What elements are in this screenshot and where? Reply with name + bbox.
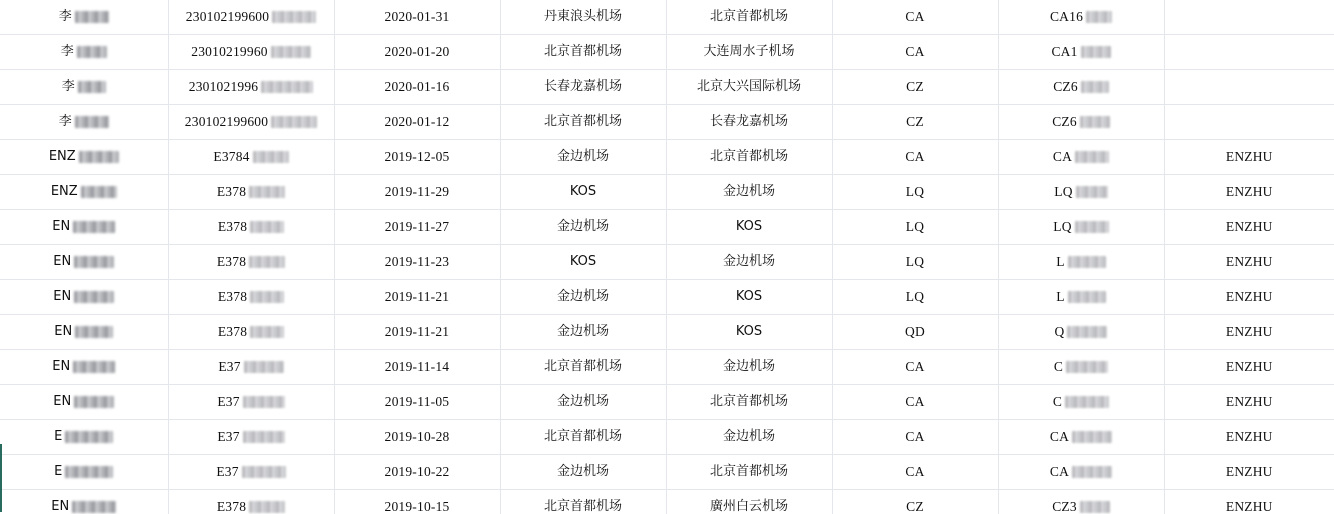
redacted-block <box>261 81 313 93</box>
destination-airport-text: KOS <box>735 289 763 304</box>
flight-date <box>334 0 500 35</box>
flight-number <box>998 175 1164 210</box>
destination-airport-text: 金边机场 <box>722 359 775 374</box>
table-row[interactable] <box>0 0 1334 35</box>
origin-airport-text: 金边机场 <box>556 394 609 409</box>
id-number <box>168 245 334 280</box>
destination-airport <box>666 420 832 455</box>
airline-code <box>832 245 998 280</box>
airline-code <box>832 140 998 175</box>
flight-number-text: CA <box>1049 429 1070 444</box>
agent-code <box>1164 420 1334 455</box>
redacted-block <box>73 221 115 233</box>
passenger-name-text: EN <box>52 359 71 374</box>
flight-number <box>998 315 1164 350</box>
origin-airport-text: KOS <box>569 254 597 269</box>
agent-code <box>1164 70 1334 105</box>
airline-code <box>832 105 998 140</box>
origin-airport <box>500 420 666 455</box>
origin-airport <box>500 70 666 105</box>
origin-airport <box>500 455 666 490</box>
airline-code <box>832 315 998 350</box>
origin-airport-text: 北京首都机场 <box>543 44 622 59</box>
destination-airport-text: 大连周水子机场 <box>703 44 795 59</box>
id-number-text: E37 <box>216 464 239 479</box>
destination-airport <box>666 455 832 490</box>
passenger-name-text: 李 <box>58 114 72 129</box>
flight-number-text: CA <box>1052 149 1073 164</box>
flight-date-text: 2019-11-14 <box>384 359 450 374</box>
origin-airport <box>500 385 666 420</box>
agent-code <box>1164 0 1334 35</box>
flight-number-text: L <box>1056 254 1065 269</box>
flight-date-text: 2019-11-05 <box>384 394 450 409</box>
flight-number <box>998 105 1164 140</box>
flight-date-text: 2019-11-21 <box>384 289 450 304</box>
redacted-block <box>271 46 311 58</box>
flight-date-text: 2020-01-31 <box>384 9 450 24</box>
agent-code <box>1164 350 1334 385</box>
redacted-block <box>249 501 285 513</box>
flight-date-text: 2020-01-12 <box>384 114 450 129</box>
flight-number-text: CA <box>1049 464 1070 479</box>
destination-airport-text: 北京首都机场 <box>709 394 788 409</box>
airline-code-text: CZ <box>906 79 924 94</box>
origin-airport-text: 北京首都机场 <box>543 499 622 514</box>
table-row[interactable] <box>0 280 1334 315</box>
agent-code-text: ENZHU <box>1225 324 1273 339</box>
flight-date-text: 2020-01-20 <box>384 44 450 59</box>
destination-airport <box>666 140 832 175</box>
flight-date <box>334 350 500 385</box>
origin-airport-text: KOS <box>569 184 597 199</box>
origin-airport <box>500 280 666 315</box>
destination-airport <box>666 105 832 140</box>
passenger-name <box>0 315 168 350</box>
airline-code-text: LQ <box>905 184 925 199</box>
origin-airport-text: 丹東浪头机场 <box>543 9 622 24</box>
agent-code <box>1164 455 1334 490</box>
flight-number-text: Q <box>1054 324 1065 339</box>
flight-date <box>334 35 500 70</box>
passenger-name <box>0 210 168 245</box>
table-row[interactable] <box>0 70 1334 105</box>
redacted-block <box>1081 81 1109 93</box>
flight-date <box>334 490 500 514</box>
destination-airport-text: KOS <box>735 324 763 339</box>
flight-number <box>998 245 1164 280</box>
agent-code-text: ENZHU <box>1225 499 1273 514</box>
airline-code-text: CZ <box>906 499 924 514</box>
flight-date <box>334 210 500 245</box>
flight-date <box>334 105 500 140</box>
destination-airport <box>666 70 832 105</box>
redacted-block <box>74 396 114 408</box>
airline-code-text: CA <box>905 44 925 59</box>
id-number-text: E378 <box>216 254 247 269</box>
origin-airport <box>500 350 666 385</box>
flight-number <box>998 455 1164 490</box>
passenger-name-text: 李 <box>61 79 75 94</box>
flight-number-text: L <box>1056 289 1065 304</box>
passenger-name-text: E <box>54 464 63 479</box>
agent-code-text: ENZHU <box>1225 359 1273 374</box>
table-row[interactable] <box>0 350 1334 385</box>
agent-code-text: ENZHU <box>1225 429 1273 444</box>
airline-code-text: CA <box>905 359 925 374</box>
flight-date-text: 2019-10-15 <box>384 499 450 514</box>
agent-code <box>1164 385 1334 420</box>
flight-number-text: LQ <box>1054 184 1073 199</box>
origin-airport <box>500 490 666 514</box>
id-number <box>168 0 334 35</box>
destination-airport-text: 北京首都机场 <box>709 149 788 164</box>
id-number-text: 2301021996 <box>188 79 259 94</box>
airline-code <box>832 490 998 514</box>
agent-code-text: ENZHU <box>1225 219 1273 234</box>
id-number <box>168 455 334 490</box>
redacted-block <box>75 11 109 23</box>
airline-code-text: CA <box>905 394 925 409</box>
id-number <box>168 35 334 70</box>
table-row[interactable] <box>0 315 1334 350</box>
flight-number <box>998 70 1164 105</box>
flight-date-text: 2019-10-28 <box>384 429 450 444</box>
redacted-block <box>1080 116 1110 128</box>
origin-airport <box>500 315 666 350</box>
flight-number <box>998 350 1164 385</box>
origin-airport-text: 金边机场 <box>556 324 609 339</box>
origin-airport <box>500 175 666 210</box>
redacted-block <box>73 361 115 373</box>
airline-code <box>832 175 998 210</box>
passenger-name <box>0 175 168 210</box>
passenger-name-text: EN <box>52 219 71 234</box>
destination-airport-text: 廣州白云机场 <box>709 499 788 514</box>
row-selection-marker <box>0 444 2 512</box>
redacted-block <box>249 256 285 268</box>
flight-date <box>334 420 500 455</box>
agent-code-text: ENZHU <box>1225 254 1273 269</box>
id-number <box>168 70 334 105</box>
id-number-text: 230102199600 <box>184 114 269 129</box>
agent-code <box>1164 280 1334 315</box>
redacted-block <box>81 186 117 198</box>
agent-code <box>1164 35 1334 70</box>
passenger-name <box>0 245 168 280</box>
agent-code <box>1164 315 1334 350</box>
redacted-block <box>243 431 285 443</box>
redacted-block <box>1072 431 1112 443</box>
passenger-name-text: EN <box>53 289 72 304</box>
agent-code <box>1164 210 1334 245</box>
id-number-text: E378 <box>217 289 248 304</box>
destination-airport <box>666 245 832 280</box>
id-number <box>168 350 334 385</box>
passenger-name <box>0 420 168 455</box>
redacted-block <box>65 431 113 443</box>
passenger-name-text: ENZ <box>50 184 78 199</box>
redacted-block <box>272 11 316 23</box>
passenger-name-text: EN <box>51 499 70 514</box>
passenger-name-text: EN <box>53 254 72 269</box>
redacted-block <box>1066 361 1108 373</box>
passenger-name <box>0 490 168 514</box>
airline-code-text: LQ <box>905 254 925 269</box>
redacted-block <box>1081 46 1111 58</box>
flight-number <box>998 420 1164 455</box>
redacted-block <box>1068 256 1106 268</box>
table-row[interactable] <box>0 105 1334 140</box>
id-number <box>168 175 334 210</box>
redacted-block <box>72 501 116 513</box>
airline-code <box>832 350 998 385</box>
table-row[interactable] <box>0 455 1334 490</box>
redacted-block <box>250 221 284 233</box>
id-number-text: E378 <box>216 499 247 514</box>
airline-code <box>832 210 998 245</box>
redacted-block <box>1067 326 1107 338</box>
destination-airport-text: 金边机场 <box>722 254 775 269</box>
agent-code <box>1164 105 1334 140</box>
redacted-block <box>242 466 286 478</box>
flight-date <box>334 455 500 490</box>
passenger-name-text: E <box>54 429 63 444</box>
table-row[interactable] <box>0 420 1334 455</box>
destination-airport <box>666 280 832 315</box>
agent-code-text: ENZHU <box>1225 464 1273 479</box>
destination-airport-text: 北京大兴国际机场 <box>696 79 801 94</box>
id-number <box>168 210 334 245</box>
origin-airport-text: 金边机场 <box>556 289 609 304</box>
flight-date-text: 2019-11-29 <box>384 184 450 199</box>
airline-code-text: LQ <box>905 289 925 304</box>
destination-airport-text: 金边机场 <box>722 184 775 199</box>
passenger-name <box>0 0 168 35</box>
id-number-text: E378 <box>216 184 247 199</box>
id-number <box>168 420 334 455</box>
flight-number <box>998 490 1164 514</box>
redacted-block <box>65 466 113 478</box>
destination-airport-text: 北京首都机场 <box>709 9 788 24</box>
flight-date <box>334 70 500 105</box>
redacted-block <box>250 326 284 338</box>
table-row[interactable] <box>0 245 1334 280</box>
destination-airport <box>666 35 832 70</box>
id-number-text: E3784 <box>213 149 250 164</box>
passenger-name-text: EN <box>54 324 73 339</box>
redacted-block <box>78 81 106 93</box>
redacted-block <box>1076 186 1108 198</box>
redacted-block <box>1075 151 1109 163</box>
origin-airport <box>500 105 666 140</box>
table-row[interactable] <box>0 490 1334 514</box>
passenger-name <box>0 385 168 420</box>
flight-number <box>998 280 1164 315</box>
table-row[interactable] <box>0 210 1334 245</box>
origin-airport <box>500 0 666 35</box>
redacted-block <box>79 151 119 163</box>
flight-number <box>998 385 1164 420</box>
flight-number-text: CA1 <box>1051 44 1078 59</box>
redacted-block <box>1086 11 1112 23</box>
passenger-name-text: 李 <box>60 44 74 59</box>
passenger-name-text: 李 <box>58 9 72 24</box>
origin-airport <box>500 245 666 280</box>
origin-airport-text: 金边机场 <box>556 219 609 234</box>
redacted-block <box>271 116 317 128</box>
destination-airport <box>666 490 832 514</box>
origin-airport <box>500 210 666 245</box>
flight-number-text: C <box>1053 359 1064 374</box>
airline-code-text: CA <box>905 429 925 444</box>
id-number-text: E37 <box>218 359 241 374</box>
flight-date <box>334 385 500 420</box>
flight-number <box>998 140 1164 175</box>
origin-airport-text: 金边机场 <box>556 464 609 479</box>
airline-code-text: CA <box>905 149 925 164</box>
flight-number-text: CZ6 <box>1052 114 1077 129</box>
origin-airport-text: 北京首都机场 <box>543 114 622 129</box>
destination-airport <box>666 175 832 210</box>
id-number <box>168 490 334 514</box>
agent-code-text: ENZHU <box>1225 289 1273 304</box>
airline-code-text: QD <box>905 324 925 339</box>
passenger-name <box>0 105 168 140</box>
table-row[interactable] <box>0 35 1334 70</box>
redacted-block <box>75 326 113 338</box>
table-row[interactable] <box>0 385 1334 420</box>
flight-number-text: LQ <box>1053 219 1072 234</box>
destination-airport <box>666 315 832 350</box>
destination-airport <box>666 350 832 385</box>
passenger-name <box>0 350 168 385</box>
redacted-block <box>74 256 114 268</box>
flight-date <box>334 245 500 280</box>
id-number-text: E378 <box>217 324 248 339</box>
id-number <box>168 105 334 140</box>
flight-number-text: CZ6 <box>1053 79 1078 94</box>
destination-airport-text: KOS <box>735 219 763 234</box>
redacted-block <box>1072 466 1112 478</box>
airline-code <box>832 280 998 315</box>
redacted-block <box>75 116 109 128</box>
flight-date-text: 2019-11-21 <box>384 324 450 339</box>
agent-code-text: ENZHU <box>1225 149 1273 164</box>
flight-date-text: 2019-12-05 <box>384 149 450 164</box>
agent-code <box>1164 245 1334 280</box>
redacted-block <box>244 361 284 373</box>
flight-number <box>998 35 1164 70</box>
flight-date-text: 2019-10-22 <box>384 464 450 479</box>
origin-airport <box>500 140 666 175</box>
table-row[interactable] <box>0 175 1334 210</box>
flight-number <box>998 210 1164 245</box>
airline-code <box>832 70 998 105</box>
airline-code <box>832 35 998 70</box>
agent-code <box>1164 175 1334 210</box>
flight-date <box>334 175 500 210</box>
redacted-block <box>243 396 285 408</box>
airline-code-text: LQ <box>905 219 925 234</box>
passenger-name <box>0 140 168 175</box>
passenger-name <box>0 35 168 70</box>
redacted-block <box>250 291 284 303</box>
flight-date <box>334 140 500 175</box>
agent-code <box>1164 140 1334 175</box>
destination-airport <box>666 385 832 420</box>
airline-code-text: CZ <box>906 114 924 129</box>
origin-airport-text: 北京首都机场 <box>543 429 622 444</box>
destination-airport-text: 金边机场 <box>722 429 775 444</box>
origin-airport-text: 金边机场 <box>556 149 609 164</box>
origin-airport-text: 北京首都机场 <box>543 359 622 374</box>
id-number-text: E37 <box>217 394 240 409</box>
flight-date <box>334 315 500 350</box>
flight-number-text: CA16 <box>1049 9 1084 24</box>
flight-date-text: 2019-11-23 <box>384 254 450 269</box>
agent-code-text: ENZHU <box>1225 394 1273 409</box>
agent-code-text: ENZHU <box>1225 184 1273 199</box>
passenger-name <box>0 280 168 315</box>
flight-number <box>998 0 1164 35</box>
passenger-name-text: EN <box>53 394 72 409</box>
flight-date-text: 2020-01-16 <box>384 79 450 94</box>
redacted-block <box>253 151 289 163</box>
redacted-block <box>77 46 107 58</box>
agent-code <box>1164 490 1334 514</box>
redacted-block <box>1065 396 1109 408</box>
origin-airport <box>500 35 666 70</box>
airline-code <box>832 420 998 455</box>
passenger-name <box>0 70 168 105</box>
flight-number-text: C <box>1052 394 1063 409</box>
airline-code <box>832 0 998 35</box>
id-number-text: 23010219960 <box>191 44 268 59</box>
destination-airport <box>666 0 832 35</box>
flight-date-text: 2019-11-27 <box>384 219 450 234</box>
redacted-block <box>249 186 285 198</box>
redacted-block <box>74 291 114 303</box>
table-row[interactable] <box>0 140 1334 175</box>
airline-code <box>832 385 998 420</box>
id-number <box>168 315 334 350</box>
redacted-block <box>1080 501 1110 513</box>
id-number <box>168 140 334 175</box>
origin-airport-text: 长春龙嘉机场 <box>543 79 622 94</box>
id-number <box>168 280 334 315</box>
id-number-text: 230102199600 <box>185 9 270 24</box>
destination-airport <box>666 210 832 245</box>
destination-airport-text: 北京首都机场 <box>709 464 788 479</box>
airline-code <box>832 455 998 490</box>
airline-code-text: CA <box>905 9 925 24</box>
passenger-name-text: ENZ <box>48 149 76 164</box>
redacted-block <box>1068 291 1106 303</box>
flight-number-text: CZ3 <box>1052 499 1077 514</box>
id-number-text: E37 <box>217 429 240 444</box>
destination-airport-text: 长春龙嘉机场 <box>709 114 788 129</box>
redacted-block <box>1075 221 1109 233</box>
flight-date <box>334 280 500 315</box>
airline-code-text: CA <box>905 464 925 479</box>
passenger-name <box>0 455 168 490</box>
id-number <box>168 385 334 420</box>
id-number-text: E378 <box>217 219 248 234</box>
